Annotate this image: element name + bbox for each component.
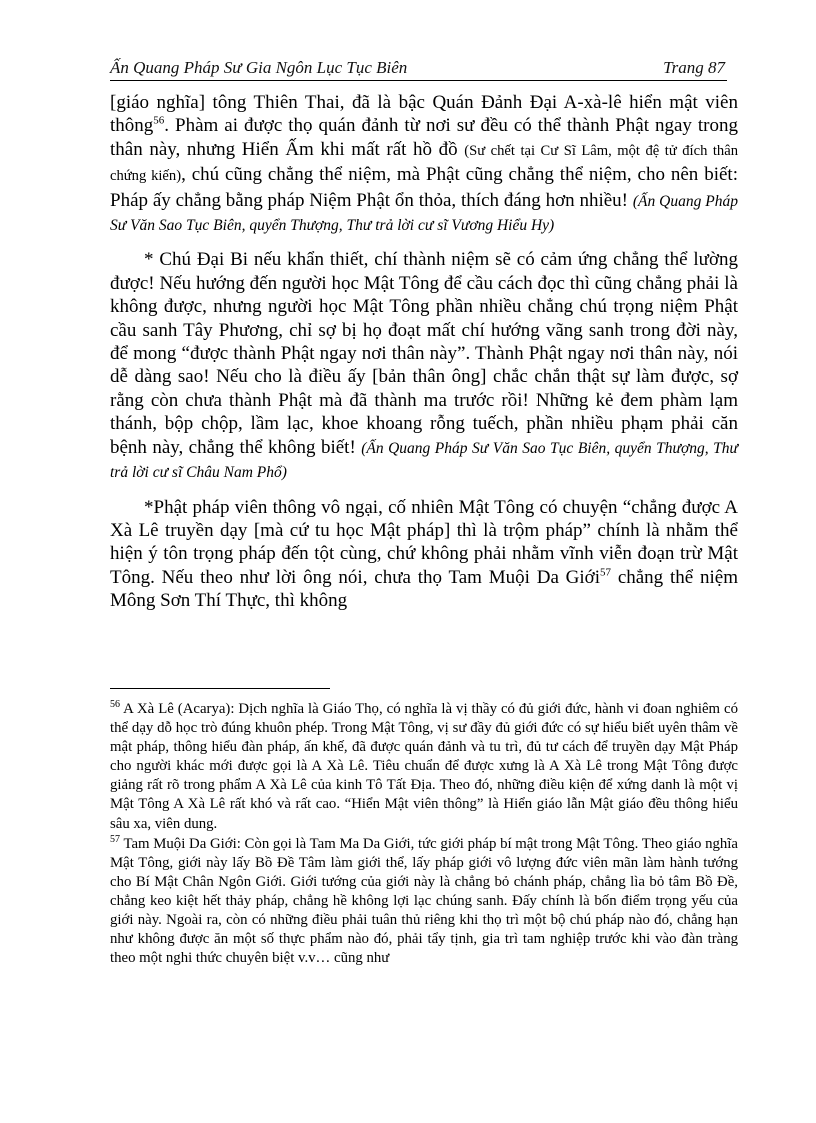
footnote-57-text: Tam Muội Da Giới: Còn gọi là Tam Ma Da Giới, tức giới pháp bí mật trong Mật Tông. Theo giáo nghĩa Mật Tông, giới này lấy Bồ Đề Tâm làm giới thể, lấy pháp giới vô lượng đức viên mãn làm hành tướng cho Bí Mật Chân Ngôn Giới. Giới tướng của giới này là chẳng bỏ chánh pháp, chẳng lìa bỏ tâm Bồ Đề, chẳng keo kiệt hết thảy pháp, chẳng hề không lợi lạc chúng sanh. Đấy chính là bốn điểm trọng yếu của giới này. Ngoài ra, còn có những điều phải tuân thủ riêng khi thọ trì một bộ chú pháp nào đó, chẳng hạn như không được ăn một số thực phẩm nào đó, phải tẩy tịnh, gia trì tam nghiệp trước khi vào đàn tràng theo một nghi thức chuyên biệt v.v… cũng như	[110, 835, 738, 967]
p2-text: * Chú Đại Bi nếu khẩn thiết, chí thành niệm sẽ có cảm ứng chẳng thể lường được! Nếu hướng đến người học Mật Tông để cầu cách đọc thì cũng chẳng phải là không được, nhưng người học Mật Tông phần nhiều chẳng chú trọng niệm Phật cầu sanh Tây Phương, chỉ sợ bị họ đoạt mất chí hướng vãng sanh trong đời này, để mong “được thành Phật ngay nơi thân này”. Thành Phật ngay nơi thân này, nói dễ dàng sao! Nếu cho là điều ấy [bản thân ông] chắc chắn thật sự làm được, sợ rằng còn chưa thành Phật mà đã thành ma trước rồi! Những kẻ đem phàm lạm thánh, bộp chộp, lầm lạc, khoe khoang rỗng tuếch, phần nhiều phạm phải căn bệnh này, chẳng thể không biết!	[110, 249, 738, 458]
footnote-separator	[110, 688, 330, 689]
footnote-57-number: 57	[110, 833, 120, 845]
footnote-56-number: 56	[110, 699, 120, 711]
footnote-57	[110, 835, 738, 969]
body-text	[110, 91, 738, 624]
footnote-56	[110, 700, 738, 834]
p1-parenthetical: (Sư chết tại Cư Sĩ Lâm, một đệ tử đích thân chứng kiến)	[110, 142, 738, 185]
page-number: Trang 87	[663, 58, 725, 77]
paragraph-2	[110, 248, 738, 484]
footnote-ref-57[interactable]: 57	[600, 566, 612, 579]
paragraph-1	[110, 91, 738, 237]
p2-citation: (Ấn Quang Pháp Sư Văn Sao Tục Biên, quyển Thượng, Thư trả lời cư sĩ Châu Nam Phổ)	[110, 439, 738, 482]
p1-text-b: . Phàm ai được thọ quán đảnh từ nơi sư đều có thể thành Phật ngay trong thân này, nhưng Hiển Ấm khi mất rất hồ đồ	[110, 115, 738, 160]
p3-text-b: chẳng thể niệm Mông Sơn Thí Thực, thì không	[110, 566, 738, 612]
p1-text-c: , chú cũng chẳng thể niệm, mà Phật cũng chẳng thể niệm, cho nên biết: Pháp ấy chẳng bằng pháp Niệm Phật ổn thỏa, thích đáng hơn nhiều!	[110, 164, 738, 211]
p3-text-a: *Phật pháp viên thông vô ngại, cố nhiên Mật Tông có chuyện “chẳng được A Xà Lê truyền dạy [mà cứ tu học Mật pháp] thì là trộm pháp” chính là nhằm thể hiện ý tôn trọng pháp đến tột cùng, chứ không phải nhằm vĩnh viễn đoạn trừ Mật Tông. Nếu theo như lời ông nói, chưa thọ Tam Muội Da Giới	[110, 496, 738, 588]
footnotes	[110, 700, 738, 969]
p1-citation: (Ấn Quang Pháp Sư Văn Sao Tục Biên, quyển Thượng, Thư trả lời cư sĩ Vương Hiểu Hy)	[110, 192, 738, 235]
header-title: Ấn Quang Pháp Sư Gia Ngôn Lục Tục Biên	[110, 58, 408, 77]
page-header	[110, 58, 727, 81]
footnote-ref-56[interactable]: 56	[153, 115, 165, 128]
p1-text-a: [giáo nghĩa] tông Thiên Thai, đã là bậc Quán Đảnh Đại A-xà-lê hiển mật viên thông	[110, 92, 738, 137]
footnote-56-text: A Xà Lê (Acarya): Dịch nghĩa là Giáo Thọ, có nghĩa là vị thầy có đủ giới đức, hành vi đoan nghiêm có thể dạy dỗ học trò đúng khuôn phép. Trong Mật Tông, vị sư đầy đủ giới đức có sự hiểu biết uyên thâm về mật pháp, thông hiểu đàn pháp, ấn khế, đã được quán đảnh và tu trì, đủ tư cách để truyền dạy Mật Pháp cho người khác mới được gọi là A Xà Lê. Tiêu chuẩn để được xưng là A Xà Lê trong Mật Tông được giảng rất rõ trong phẩm A Xà Lê của kinh Tô Tất Địa. Theo đó, những điều kiện để xứng danh là một vị Mật Tông A Xà Lê rất khó và rất cao. “Hiển Mật viên thông” là Hiển giáo lẫn Mật giáo đều thông hiểu sâu xa, viên dung.	[110, 701, 738, 832]
paragraph-3	[110, 496, 738, 613]
